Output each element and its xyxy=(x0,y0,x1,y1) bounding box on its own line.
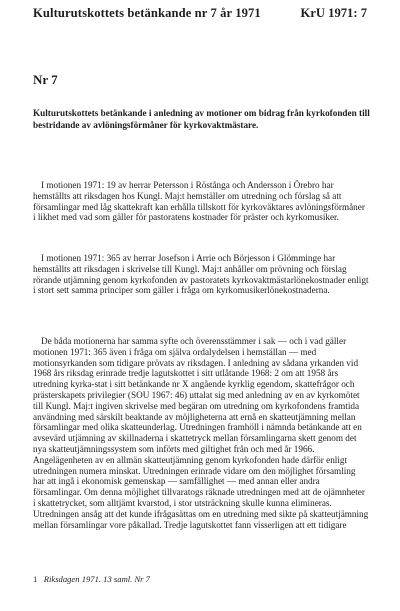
footer-source: Riksdagen 1971. 13 saml. Nr 7 xyxy=(43,574,150,584)
document-header-right: KrU 1971: 7 xyxy=(300,6,367,20)
page-footer xyxy=(33,574,150,584)
paragraph-block xyxy=(33,253,369,296)
document-header-left: Kulturutskottets betänkande nr 7 år 1971 xyxy=(33,6,261,20)
paragraph-block xyxy=(33,180,369,223)
body-paragraph: I motionen 1971: 365 av herrar Josefson i Arrie och Börjesson i Glömminge har hemställts att riksdagen i skrivelse till Kungl. Maj:t anhåller om prövning och förslag rörande utjämning genom kyrkofonden av pastoratets kyrkovaktmästarlönekostnader enligt i stort sett samma principer som gäller i fråga om kyrkomusikerlönekostnaderna. xyxy=(33,253,369,296)
body-paragraph: I motionen 1971: 19 av herrar Petersson i Röstånga och Andersson i Örebro har hemställts att riksdagen hos Kungl. Maj:t hemställer om utredning och förslag så att församlingar med låg skattekraft kan erhålla tillskott för kyrkoväktares avlöningsförmåner i likhet med vad som gäller för pastoratens kostnader för präster och kyrkomusiker. xyxy=(33,180,365,223)
paragraph-block xyxy=(33,336,369,530)
section-number: Nr 7 xyxy=(33,72,58,87)
body-paragraph: De båda motionerna har samma syfte och överensstämmer i sak — och i vad gäller motionen 1971: 365 även i fråga om själva ordalydelsen i hemställan — med motionsyrkanden som tidigare prövats av riksdagen. I anledning av sådana yrkanden vid 1968 års riksdag erinrade tredje lagutskottet i sitt utlåtande 1968: 2 om att 1958 års utredning kyrka-stat i sitt betänkande nr X angående kyrklig egendom, skattefrågor och prästerskapets privilegier (SOU 1967: 46) uttalat sig med anledning av en av kyrkomötet till Kungl. Maj:t ingiven skrivelse med begäran om utredning om kyrkofondens framtida användning med särskilt beaktande av möjligheterna att ernå en skatteutjämning mellan församlingar med olika skatteunderlag. Utredningen framhöll i nämnda betänkande att en avsevärd utjämning av skillnaderna i skattetryck mellan församlingarna skett genom det nya skatteutjämningssystem som införts med giltighet från och med år 1966. Angelägenheten av en allmän skatteutjämning genom kyrkofonden hade därför enligt utredningen numera minskat. Utredningen erinrade vidare om den möjlighet församling har att ingå i ekonomisk gemenskap — samfällighet — med annan eller andra församlingar. Om denna möjlighet tillvaratogs räknade utredningen med att de ojämnheter i skattetrycket, som alltjämt kvarstod, i stor utsträckning skulle kunna elimineras. Utredningen ansåg att det kunde ifrågasättas om en utredning med sikte på skatteutjämning mellan församlingar vore påkallad. Tredje lagutskottet fann visserligen att ett tidigare xyxy=(33,336,369,530)
document-title: Kulturutskottets betänkande i anledning av motioner om bidrag från kyrkofonden till bestridande av avlöningsförmåner för kyrkovaktmästare. xyxy=(33,108,370,130)
footer-page-number: 1 xyxy=(33,574,38,584)
